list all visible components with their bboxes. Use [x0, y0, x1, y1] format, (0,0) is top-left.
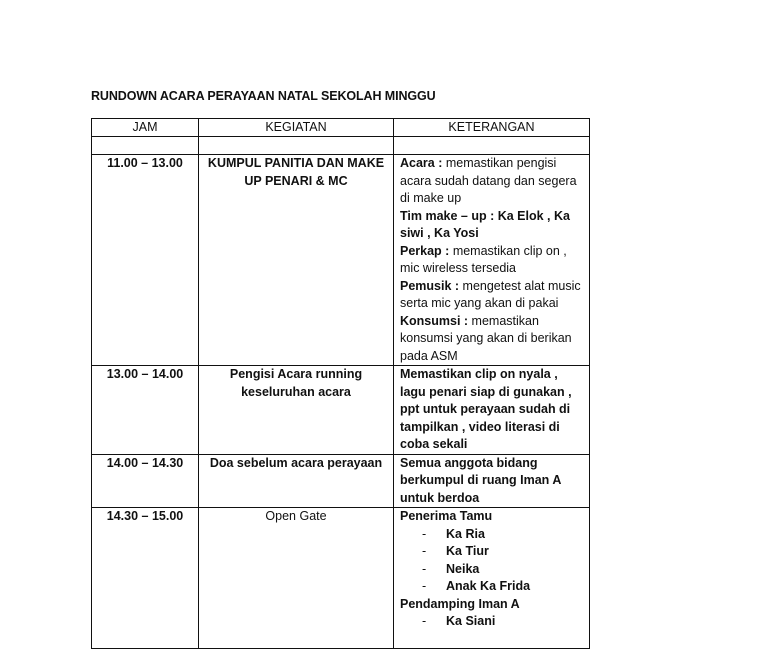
penerima-tamu-list	[400, 526, 583, 596]
jam-cell: 14.00 – 14.30	[92, 454, 199, 508]
list-item: - Neika	[422, 561, 480, 576]
note-konsumsi: Konsumsi : memastikan konsumsi yang akan di berikan pada ASM	[400, 313, 572, 363]
keterangan-text: Semua anggota bidang berkumpul di ruang Iman A untuk berdoa	[400, 455, 561, 505]
keterangan-cell	[394, 508, 590, 649]
empty-row	[92, 137, 590, 155]
keterangan-cell	[394, 366, 590, 455]
table-row	[92, 155, 590, 366]
list-item: - Ka Ria	[422, 526, 485, 541]
empty-cell	[199, 137, 394, 155]
empty-cell	[394, 137, 590, 155]
table-row	[92, 508, 590, 649]
kegiatan-cell: KUMPUL PANITIA DAN MAKE UP PENARI & MC	[199, 155, 394, 366]
note-pemusik: Pemusik : mengetest alat music serta mic yang akan di pakai	[400, 278, 581, 310]
header-keterangan: KETERANGAN	[394, 119, 590, 137]
note-perkap: Perkap : memastikan clip on , mic wireless tersedia	[400, 243, 567, 275]
table-row	[92, 366, 590, 455]
rundown-table	[91, 118, 590, 649]
list-item: - Anak Ka Frida	[422, 579, 531, 593]
jam-cell: 11.00 – 13.00	[92, 155, 199, 366]
note-tim-make-up: Tim make – up : Ka Elok , Ka siwi , Ka Yosi	[400, 208, 570, 240]
pendamping-label: Pendamping Iman A	[400, 596, 520, 611]
jam-cell: 14.30 – 15.00	[92, 508, 199, 649]
table-row	[92, 454, 590, 508]
penerima-tamu-label: Penerima Tamu	[400, 509, 493, 523]
keterangan-cell	[394, 454, 590, 508]
document-title: RUNDOWN ACARA PERAYAAN NATAL SEKOLAH MINGGU	[91, 89, 436, 103]
header-kegiatan: KEGIATAN	[199, 119, 394, 137]
kegiatan-cell: Pengisi Acara running keseluruhan acara	[199, 366, 394, 455]
list-item: - Ka Tiur	[422, 544, 489, 558]
note-acara: Acara : memastikan pengisi acara sudah datang dan segera di make up	[400, 156, 577, 205]
keterangan-cell	[394, 155, 590, 366]
kegiatan-cell: Open Gate	[199, 508, 394, 649]
kegiatan-cell: Doa sebelum acara perayaan	[199, 454, 394, 508]
jam-cell: 13.00 – 14.00	[92, 366, 199, 455]
keterangan-text: Memastikan clip on nyala , lagu penari siap di gunakan , ppt untuk perayaan sudah di tampilkan , video literasi di coba sekali	[400, 367, 572, 451]
pendamping-list	[400, 613, 583, 631]
list-item: - Ka Siani	[422, 614, 496, 628]
empty-cell	[92, 137, 199, 155]
header-jam: JAM	[92, 119, 199, 137]
table-header-row	[92, 119, 590, 137]
